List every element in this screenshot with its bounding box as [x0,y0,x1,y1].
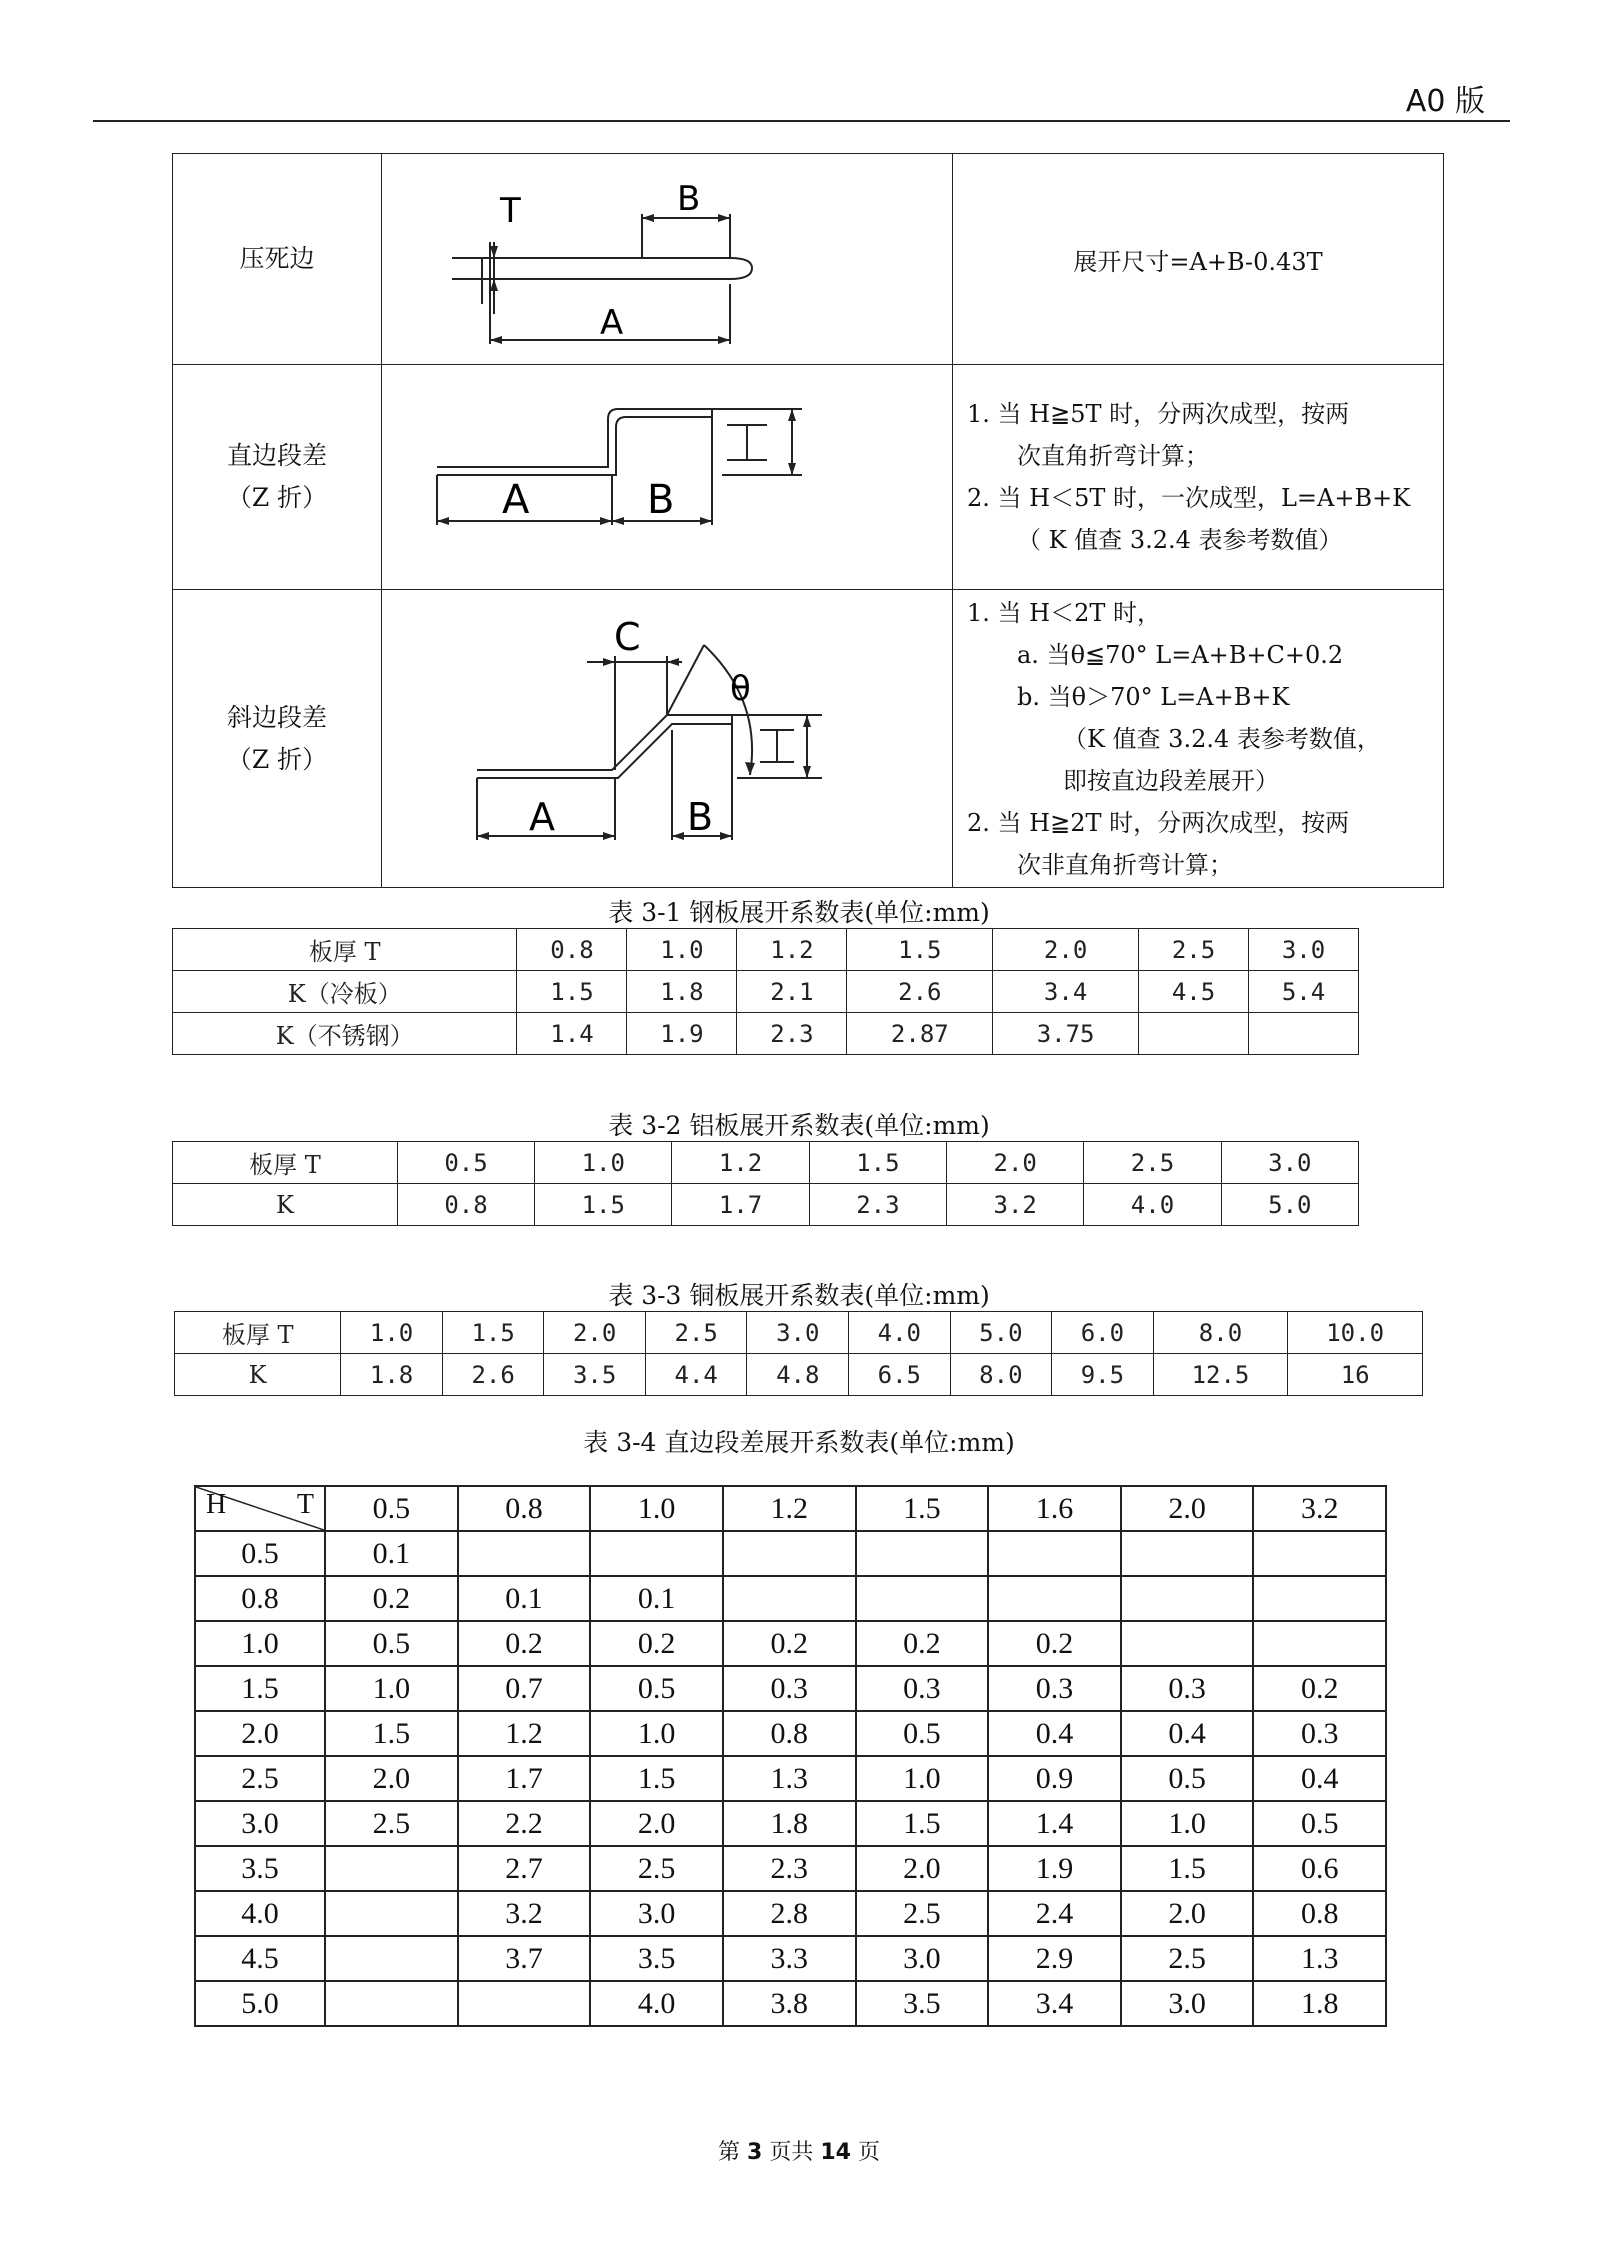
table-cell: 2.6 [847,971,993,1013]
table-cell: 0.2 [458,1621,591,1666]
table-cell: 0.2 [325,1576,458,1621]
table-cell: 1.7 [672,1184,809,1226]
table-cell: 2.5 [1139,929,1249,971]
table-cell: 1.5 [325,1711,458,1756]
table-cell: 板厚 T [173,929,517,971]
row-name: 斜边段差 （Z 折） [173,590,382,888]
row-header-cell: 4.5 [195,1936,325,1981]
table-cell: 2.0 [544,1312,646,1354]
table-cell [723,1531,856,1576]
table-cell: 2.5 [1084,1142,1221,1184]
table-cell: 3.0 [1248,929,1358,971]
aluminum-k-table [172,1141,1359,1226]
table-cell: 0.5 [590,1666,723,1711]
table-cell: 3.4 [988,1981,1121,2026]
table-cell: 0.3 [1121,1666,1254,1711]
table-cell: 1.3 [1253,1936,1386,1981]
row-header-cell: 5.0 [195,1981,325,2026]
table-cell: 0.1 [325,1531,458,1576]
table-cell: 2.5 [1121,1936,1254,1981]
table-cell: 0.1 [458,1576,591,1621]
table-cell: 3.5 [544,1354,646,1396]
row-description: 1. 当 H＜2T 时， a. 当θ≦70° L=A+B+C+0.2 b. 当θ＞70° L=A+B+K （K 值查 3.2.4 表参考数值， 即按直边段差展开） 2. 当 H≧2T 时，分两次成型，按两 次非直角折弯计算； [953,590,1444,888]
table-row [195,1576,1386,1621]
table-row [195,1711,1386,1756]
table-cell: 1.5 [517,971,627,1013]
table-cell: 3.8 [723,1981,856,2026]
table-cell: 1.5 [442,1312,544,1354]
table-cell: 2.0 [947,1142,1084,1184]
row-header-cell: 2.5 [195,1756,325,1801]
row-header-cell: 0.5 [195,1531,325,1576]
table-cell: 3.0 [1221,1142,1358,1184]
table-cell: 0.2 [856,1621,989,1666]
table-cell: 1.9 [627,1013,737,1055]
table-cell [458,1981,591,2026]
table-cell [1253,1531,1386,1576]
table-cell: 1.0 [1121,1801,1254,1846]
row-header-cell: 1.0 [195,1621,325,1666]
table-cell: 0.6 [1253,1846,1386,1891]
table-cell: K（不锈钢） [173,1013,517,1055]
table-cell: 1.3 [723,1756,856,1801]
table-cell: 0.8 [458,1486,591,1531]
table-cell [856,1576,989,1621]
table-cell: 6.5 [849,1354,951,1396]
table-cell [723,1576,856,1621]
dim-label: B [647,477,675,523]
table-cell [988,1576,1121,1621]
table-cell: 3.5 [590,1936,723,1981]
table-cell: 0.8 [517,929,627,971]
table-cell: 2.2 [458,1801,591,1846]
table-cell: 1.0 [590,1486,723,1531]
table-cell: 0.4 [988,1711,1121,1756]
dim-label: C [614,615,641,659]
table-cell: 2.0 [590,1801,723,1846]
table-cell: 0.3 [856,1666,989,1711]
table-cell: 0.7 [458,1666,591,1711]
table-cell: 0.8 [723,1711,856,1756]
table-cell: 0.3 [988,1666,1121,1711]
table-cell: K [173,1184,398,1226]
table-cell: 0.5 [856,1711,989,1756]
table-cell: 2.5 [590,1846,723,1891]
table-cell: 2.5 [645,1312,747,1354]
row-header-cell: 3.0 [195,1801,325,1846]
table-cell: 16 [1288,1354,1423,1396]
table-cell: 6.0 [1052,1312,1154,1354]
dim-label: A [529,795,555,839]
table-row [195,1981,1386,2026]
table-cell: 1.5 [856,1801,989,1846]
table-row [195,1756,1386,1801]
corner-cell: H T [195,1486,325,1531]
table-caption: 表 3-2 铝板展开系数表(单位:mm) [608,1111,990,1140]
table-cell: 8.0 [1153,1312,1288,1354]
row-description: 1. 当 H≧5T 时，分两次成型，按两 次直角折弯计算； 2. 当 H＜5T 时，一次成型，L=A+B+K （ K 值查 3.2.4 表参考数值） [953,365,1444,590]
table-cell: 1.0 [856,1756,989,1801]
table-cell: 3.75 [993,1013,1139,1055]
row-header-cell: 4.0 [195,1891,325,1936]
table-cell: 2.3 [809,1184,946,1226]
table-cell: 1.2 [672,1142,809,1184]
table-cell: 2.87 [847,1013,993,1055]
table-cell: 1.2 [723,1486,856,1531]
table-cell: 8.0 [950,1354,1052,1396]
table-cell: 3.2 [458,1891,591,1936]
table-row [195,1531,1386,1576]
table-cell: 0.1 [590,1576,723,1621]
dim-label: A [502,477,530,523]
table-cell: 2.5 [325,1801,458,1846]
table-cell: 1.0 [341,1312,443,1354]
dim-label: B [687,795,714,839]
table-cell: 1.7 [458,1756,591,1801]
table-cell: 1.8 [723,1801,856,1846]
table-cell: 4.0 [590,1981,723,2026]
table-caption: 表 3-3 铜板展开系数表(单位:mm) [608,1281,990,1310]
page-footer: 第 3 页共 14 页 [718,2140,880,2165]
table-row [195,1666,1386,1711]
table-cell: 3.2 [1253,1486,1386,1531]
table-cell: 4.0 [1084,1184,1221,1226]
bend-methods-table [172,153,1444,888]
table-cell: 2.9 [988,1936,1121,1981]
copper-k-table [174,1311,1423,1396]
table-row [195,1801,1386,1846]
table-cell [325,1936,458,1981]
table-cell: 1.2 [737,929,847,971]
table-cell: 0.2 [988,1621,1121,1666]
table-cell: 0.5 [325,1621,458,1666]
table-row [195,1891,1386,1936]
table-cell: 3.0 [1121,1981,1254,2026]
table-cell [325,1846,458,1891]
table-cell: 2.7 [458,1846,591,1891]
version-label: A0 版 [1405,84,1485,119]
row-header-cell: 1.5 [195,1666,325,1711]
table-cell [988,1531,1121,1576]
table-cell: 板厚 T [175,1312,341,1354]
table-cell: 3.0 [856,1936,989,1981]
dim-label: B [677,179,701,219]
table-cell: 12.5 [1153,1354,1288,1396]
table-cell: 3.0 [747,1312,849,1354]
row-description: 展开尺寸=A+B-0.43T [953,154,1444,365]
row-header-cell: 2.0 [195,1711,325,1756]
table-cell: 2.4 [988,1891,1121,1936]
table-cell: 1.6 [988,1486,1121,1531]
table-cell: 1.8 [341,1354,443,1396]
table-cell: 1.4 [988,1801,1121,1846]
table-cell: 1.0 [535,1142,672,1184]
table-cell: 2.0 [1121,1486,1254,1531]
table-cell: 0.9 [988,1756,1121,1801]
table-cell: 1.0 [325,1666,458,1711]
table-cell: 2.0 [993,929,1139,971]
table-row [195,1621,1386,1666]
table-cell: 0.5 [325,1486,458,1531]
table-cell: 2.3 [737,1013,847,1055]
table-cell: 2.0 [856,1846,989,1891]
row-name: 压死边 [173,154,382,365]
table-cell: 4.4 [645,1354,747,1396]
hem-figure [382,154,953,365]
table-cell [856,1531,989,1576]
table-cell: 0.4 [1121,1711,1254,1756]
table-cell: 3.0 [590,1891,723,1936]
table-cell: 1.5 [1121,1846,1254,1891]
table-cell: 0.3 [723,1666,856,1711]
bevel-bend-figure [382,590,953,888]
offset-k-table [194,1485,1387,2027]
table-row [195,1936,1386,1981]
table-cell: 1.5 [590,1756,723,1801]
table-cell: K（冷板） [173,971,517,1013]
dim-label: T [500,191,521,231]
table-cell: 0.8 [397,1184,534,1226]
table-caption: 表 3-1 钢板展开系数表(单位:mm) [608,898,990,927]
table-cell [590,1531,723,1576]
table-cell: 5.0 [950,1312,1052,1354]
row-name: 直边段差 （Z 折） [173,365,382,590]
table-cell: 2.3 [723,1846,856,1891]
table-cell: 3.5 [856,1981,989,2026]
table-cell: 2.8 [723,1891,856,1936]
table-cell: 0.4 [1253,1756,1386,1801]
table-cell: 1.5 [535,1184,672,1226]
table-cell: 2.0 [325,1756,458,1801]
table-row [195,1846,1386,1891]
table-cell [1121,1621,1254,1666]
table-cell: 4.0 [849,1312,951,1354]
table-cell [458,1531,591,1576]
table-cell [1139,1013,1249,1055]
table-cell: 2.0 [1121,1891,1254,1936]
table-cell: 1.5 [847,929,993,971]
table-cell: 5.4 [1248,971,1358,1013]
table-cell: 1.8 [1253,1981,1386,2026]
table-cell [325,1891,458,1936]
table-cell [1253,1621,1386,1666]
table-cell: 1.0 [627,929,737,971]
table-cell: 1.2 [458,1711,591,1756]
table-cell: 5.0 [1221,1184,1358,1226]
table-cell [1253,1576,1386,1621]
row-header-cell: 0.8 [195,1576,325,1621]
table-cell: 1.5 [856,1486,989,1531]
table-cell: 1.8 [627,971,737,1013]
table-cell: 4.5 [1139,971,1249,1013]
table-cell: 1.4 [517,1013,627,1055]
table-cell [1248,1013,1358,1055]
table-cell [1121,1576,1254,1621]
table-cell [325,1981,458,2026]
table-cell: 0.5 [1253,1801,1386,1846]
table-cell: K [175,1354,341,1396]
table-cell: 0.2 [1253,1666,1386,1711]
dim-label: θ [730,669,751,709]
table-cell [1121,1531,1254,1576]
table-cell: 0.5 [397,1142,534,1184]
table-cell: 2.5 [856,1891,989,1936]
table-cell: 0.2 [590,1621,723,1666]
table-cell: 2.6 [442,1354,544,1396]
table-cell: 1.0 [590,1711,723,1756]
table-cell: 0.3 [1253,1711,1386,1756]
table-cell: 2.1 [737,971,847,1013]
table-cell: 3.4 [993,971,1139,1013]
table-cell: 3.2 [947,1184,1084,1226]
table-cell: 3.7 [458,1936,591,1981]
row-header-cell: 3.5 [195,1846,325,1891]
table-cell: 3.3 [723,1936,856,1981]
table-cell: 0.2 [723,1621,856,1666]
table-caption: 表 3-4 直边段差展开系数表(单位:mm) [583,1428,1015,1457]
table-cell: 10.0 [1288,1312,1423,1354]
table-cell: 1.5 [809,1142,946,1184]
table-cell: 板厚 T [173,1142,398,1184]
table-cell: 9.5 [1052,1354,1154,1396]
table-cell: 1.9 [988,1846,1121,1891]
z-bend-figure [382,365,953,590]
table-cell: 0.8 [1253,1891,1386,1936]
table-cell: 4.8 [747,1354,849,1396]
steel-k-table [172,928,1359,1055]
header-rule [93,120,1510,122]
table-cell: 0.5 [1121,1756,1254,1801]
dim-label: A [600,303,624,343]
